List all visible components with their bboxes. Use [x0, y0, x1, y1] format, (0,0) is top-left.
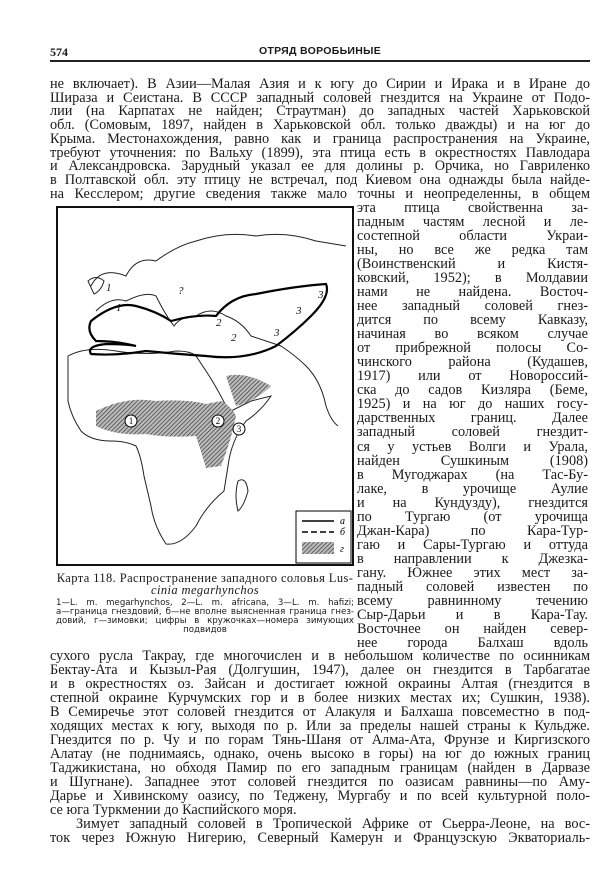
text-line: Бектау-Ата и Кызыл-Рая (Долгушин, 1947), далее он гнездится в Тарбагатае [50, 662, 590, 678]
text-line: по Тургаю (от урочища [357, 508, 588, 525]
text-line: в Мугоджарах (на Тас-Бу- [357, 466, 588, 483]
text-line: Крыма. Местонахождения, равно как и граница распространения на Украине, [50, 130, 590, 147]
text-line: ся у устьев Волги и Урала, [357, 438, 588, 455]
map-caption-legend-2: а—граница гнездовий, б—не вполне выясненная граница гнез- [56, 607, 354, 617]
text-line: найден Сушкиным (1908) [357, 452, 588, 469]
map-label-3b: 3 [296, 305, 302, 317]
map-label-3c: 3 [318, 289, 324, 301]
text-line: 1917) или от Новороссий- [357, 368, 588, 385]
text-line: и в окрестностях оз. Зайсан и достигает южной окраины Алтая (гнездится в [50, 676, 590, 692]
map-caption-title: Карта 118. Распространение западного соловья Lus- [56, 571, 354, 585]
svg-text:3: 3 [236, 424, 242, 434]
map-label-3: 3 [274, 327, 280, 339]
svg-text:2: 2 [215, 416, 221, 426]
text-line: Дарье и Хивинскому оазису, по Теджену, Мургабу и по всей культурной поло- [50, 788, 590, 804]
text-line: лии (на Карпатах не найден; Страутман) до западных частей Харьковской [50, 103, 590, 120]
text-line: всему равнинному течению [357, 592, 588, 609]
text-line: гану. Южнее этих мест за- [357, 564, 588, 581]
text-line: начиная во всяком случае [357, 326, 588, 343]
text-line: ходящих местах к югу, выходя по р. Или за пределы нашей страны к Кульдже. [50, 718, 590, 734]
text-line: степной окраине Курчумских гор и в более низких местах их; Сушкин, 1938). [50, 690, 590, 706]
page-number: 574 [50, 45, 68, 59]
map-legend [296, 511, 351, 563]
text-line: обл. (Сомовым, 1897, найден в Харьковской обл. только дважды) и на юг до [50, 117, 590, 134]
text-line: и Шугнане). Западнее этот соловей гнездится по оазисам равнины—по Аму- [50, 774, 590, 790]
text-line: на Кесслером; другие сведения также мало точны и неопределенны, в общем [50, 185, 590, 202]
text-line: дится по всему Кавказу, [357, 312, 588, 329]
text-line: ток через Южную Нигерию, Северный Камерун и Французскую Экваториаль- [50, 830, 590, 846]
text-line: ковский, 1952); в Молдавии [357, 270, 588, 287]
text-line: не включает). В Азии—Малая Азия и к югу до Сирии и Ирака и в Иране до [50, 76, 590, 92]
text-line: от прибрежной полосы Со- [357, 340, 588, 357]
text-line: в Полтавской обл. эту птицу не встречал, под Киевом она однажды была найде- [50, 171, 590, 188]
map-label-2: 2 [216, 317, 222, 329]
text-line: и на Кундузду), гнездится [357, 494, 588, 511]
map-caption-legend-4: подвидов [183, 625, 227, 635]
text-line: чинского района (Кудашев, [357, 354, 588, 371]
text-line: ны, но все же редка там [357, 242, 588, 259]
map-label-1: 1 [106, 282, 112, 294]
running-title: ОТРЯД ВОРОБЬИНЫЕ [258, 45, 382, 57]
text-line: эта птица свойственна за- [357, 200, 588, 216]
text-line: требуют уточнения: по Вальху (1899), эта птица есть в окрестностях Павлодара [50, 144, 590, 161]
text-line: Джан-Кара) по Кара-Тур- [357, 522, 588, 539]
text-line: Алатау (не поднимаясь, однако, очень высоко в горы) на юг до южных границ [50, 746, 590, 762]
range-map [56, 206, 354, 566]
text-line: Восточнее он найден север- [357, 620, 588, 637]
text-line: нами не найдена. Восточ- [357, 284, 588, 301]
text-line: В Семиречье этот соловей гнездится от Алакуля и Балхаша повсеместно в под- [50, 704, 590, 720]
text-line: ска до садов Кизляра (Беме, [357, 382, 588, 399]
text-line: нее западный соловей гнез- [357, 298, 588, 315]
text-line: в направлении к Джезка- [357, 550, 588, 567]
map-caption-legend-1: 1—L. m. megarhynchos, 2—L. m. africana, 3—L. m. hafizi; [56, 598, 354, 608]
text-line: гаю и Сары-Тургаю и оттуда [357, 536, 588, 553]
text-line: падным частям лесной и ле- [357, 214, 588, 231]
text-line: Гнездится по р. Чу и по горам Тянь-Шаня от Алма-Ата, Фрунзе и Киргизского [50, 732, 590, 748]
legend-a: а [340, 516, 345, 527]
text-line: западный соловей гнездит- [357, 424, 588, 441]
legend-b: б [340, 527, 346, 538]
map-label-2b: 2 [231, 332, 237, 344]
text-line: лаке, в урочище Аулие [357, 480, 588, 497]
svg-text:1: 1 [128, 416, 134, 426]
map-caption-legend-3: довий, г—зимовки; цифры в кружочках—номера зимующих [56, 616, 354, 626]
text-line: Зимует западный соловей в Тропической Африке от Сьерра-Леоне, на вос- [76, 816, 590, 832]
map-label-1b: 1 [116, 302, 122, 314]
legend-g: г [340, 544, 344, 555]
text-line: состепной области Украи- [357, 228, 588, 245]
running-header [50, 45, 590, 59]
text-line: Сыр-Дарьи и в Кара-Тау. [357, 606, 588, 623]
map-caption-title-2: cinia megarhynchos [151, 583, 259, 597]
text-line: Шираза и Сеистана. В СССР западный соловей гнездится на Украине от Подо- [50, 89, 590, 106]
header-rule [50, 60, 590, 62]
text-line: падный соловей известен по [357, 578, 588, 595]
text-line: (Воинственский и Кистя- [357, 256, 588, 273]
text-line: се юга Туркмении до Каспийского моря. [50, 802, 297, 818]
text-line: и Александровска. Зарудный указал ее для долины р. Орчика, но Гавриленко [50, 158, 590, 175]
map-question-mark: ? [178, 285, 184, 297]
text-line: нее города Балхаш вдоль [357, 634, 588, 651]
text-line: Таджикистана, но обходя Памир по его западным границам (найден в Дарвазе [50, 760, 590, 776]
text-line: сухого русла Такрау, где многочислен и в небольшом количестве по осинникам [50, 648, 590, 664]
text-line: 1925) и на юг до наших госу- [357, 396, 588, 413]
text-line: дарственных границ. Далее [357, 410, 588, 427]
